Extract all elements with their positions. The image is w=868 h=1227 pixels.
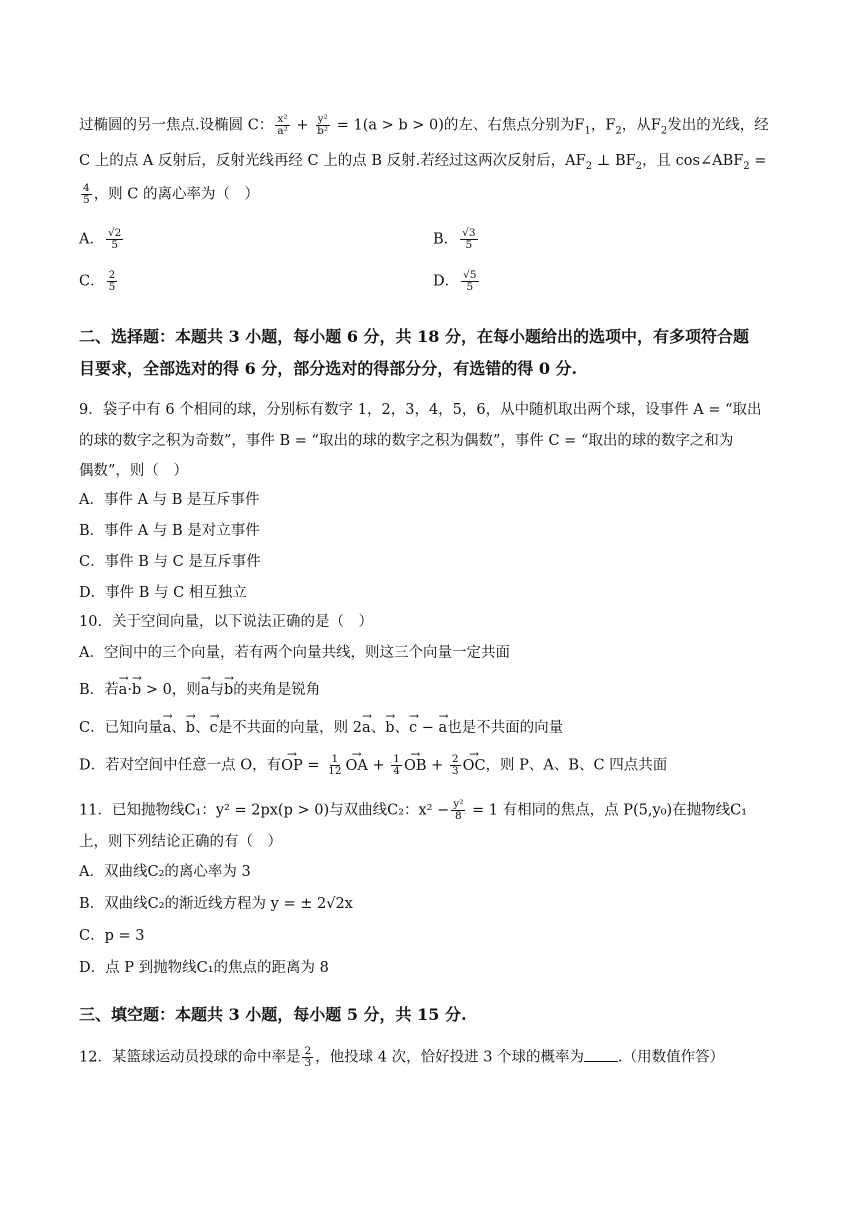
vector-b: → b xyxy=(385,718,394,738)
q10-stem: 10．关于空间向量，以下说法正确的是（ ） xyxy=(79,614,373,630)
frac-num: √2 xyxy=(107,227,122,239)
frac-1-12: $\frac{1}{12}$ xyxy=(328,753,342,777)
q11-line1 xyxy=(79,799,747,822)
vector-a: → a xyxy=(119,680,128,700)
frac-2-3: $\frac{2}{3}$ xyxy=(451,753,459,777)
q12-text: 12．某篮球运动员投球的命中率是 xyxy=(79,1049,301,1066)
q11-option-b: B．双曲线C₂的渐近线方程为 y = ± 2√2x xyxy=(79,896,353,912)
q10-text: 的夹角是锐角 xyxy=(233,682,321,698)
q8-text: 的左、右焦点分别为F xyxy=(443,117,585,134)
q10-text: 也是不共面的向量 xyxy=(447,720,564,736)
ellipse-frac-y: $\frac{\text{y²}}{\text{b²}}$ xyxy=(317,113,329,137)
section3-heading: 三、填空题：本题共 3 小题，每小题 5 分，共 15 分. xyxy=(79,1005,467,1024)
q8-text: ，且 cos∠ABF xyxy=(642,153,744,169)
section2-heading-line2: 目要求，全部选对的得 6 分，部分选对的得部分分，有选错的得 0 分. xyxy=(79,359,578,378)
frac-den: 5 xyxy=(111,239,119,251)
q8-text: ⊥ BF xyxy=(592,153,636,169)
vector-a: → a xyxy=(362,718,371,738)
vector-b: → b xyxy=(186,718,195,738)
option-frac xyxy=(107,270,118,293)
q11-text: 11．已知抛物线C₁：y² = 2px(p > 0)与双曲线C₂：x² − xyxy=(79,802,450,819)
vector-oc: → OC xyxy=(463,756,486,776)
frac-den: 5 xyxy=(466,281,474,293)
q11-line2: 上，则下列结论正确的有（ ） xyxy=(79,834,282,850)
option-frac xyxy=(460,228,477,251)
q8-option-a xyxy=(79,228,125,251)
q10-text: C．已知向量 xyxy=(79,720,163,736)
frac-num: √3 xyxy=(462,227,476,239)
q12-text: ，他投球 4 次，恰好投进 3 个球的概率为 xyxy=(315,1049,585,1066)
vector-a: → a xyxy=(201,680,210,700)
q10-text: 与 xyxy=(209,682,224,698)
vector-b: → b xyxy=(224,680,233,700)
option-label: C． xyxy=(79,273,105,290)
option-frac xyxy=(461,270,478,293)
q11-text: = 1 有相同的焦点，点 P(5,y₀)在抛物线C₁ xyxy=(467,802,748,819)
answer-blank[interactable] xyxy=(584,1049,618,1062)
hyperbola-frac: $\frac{\text{y²}}{8}$ xyxy=(453,798,464,822)
q9-option-d: D．事件 B 与 C 相互独立 xyxy=(79,585,247,601)
vector-ob: → OB xyxy=(404,756,427,776)
q8-text: C 上的点 A 反射后，反射光线再经 C 上的点 B 反射.若经过这两次反射后，AF xyxy=(79,153,586,169)
q10-option-a: A．空间中的三个向量，若有两个向量共线，则这三个向量一定共面 xyxy=(79,645,510,661)
hit-rate-frac: $\frac{2}{3}$ xyxy=(304,1045,312,1069)
q9-line2: 的球的数字之积为奇数”，事件 B = “取出的球的数字之积为偶数”，事件 C = “取出的球的数字之和为 xyxy=(79,433,734,449)
vector-b: → b xyxy=(132,680,141,700)
q8-text: = xyxy=(749,153,767,169)
vector-c: → c xyxy=(210,718,218,738)
section2-heading-line1: 二、选择题：本题共 3 小题，每小题 6 分，共 18 分，在每小题给出的选项中，有多项符合题 xyxy=(79,327,749,346)
vector-c: → c xyxy=(409,718,417,738)
q9-option-c: C．事件 B 与 C 是互斥事件 xyxy=(79,554,261,570)
q8-text: ，F xyxy=(590,117,616,134)
q9-line1: 9．袋子中有 6 个相同的球，分别标有数字 1，2，3，4，5，6，从中随机取出两个球，设事件 A = “取出 xyxy=(79,402,762,418)
frac-num: √5 xyxy=(463,269,477,281)
q8-option-b xyxy=(433,228,480,251)
vector-op: → OP xyxy=(281,756,303,776)
q10-text: D．若对空间中任意一点 O，有 xyxy=(79,757,282,774)
option-label: A． xyxy=(79,231,104,248)
vector-a: → a xyxy=(163,718,172,738)
q11-option-d: D．点 P 到抛物线C₁的焦点的距离为 8 xyxy=(79,960,329,976)
q10-option-c: C．已知向量→ a、→ b、→ c是不共面的向量，则 2→ a、→ b、→ c − → a也是不共面的向量 xyxy=(79,718,563,738)
q8-text: 过椭圆的另一焦点.设椭圆 C： xyxy=(79,117,274,134)
q9-option-b: B．事件 A 与 B 是对立事件 xyxy=(79,523,260,539)
q8-line1: 过椭圆的另一焦点.设椭圆 C： $\frac{\text{x²}}{\text{a²}}$ + $\frac{\text{y²}}{\text{b²}}$ = 1(a > b > 0)的左、右焦点分别为$F_1$，$F_2$，从$F_2$发出的光线，经 xyxy=(79,113,769,137)
q8-text: ，则 C 的离心率为（ ） xyxy=(93,186,259,203)
ellipse-frac-x: $\frac{\text{x²}}{\text{a²}}$ xyxy=(277,113,288,137)
frac-den: 5 xyxy=(108,281,116,293)
frac-1-4: $\frac{1}{4}$ xyxy=(393,753,400,777)
q9-line3: 偶数”，则（ ） xyxy=(79,463,188,479)
frac-num: 2 xyxy=(108,269,116,281)
q10-text: ，则 P、A、B、C 四点共面 xyxy=(485,757,668,774)
q8-text: 发出的光线，经 xyxy=(667,117,769,134)
vector-oa: → OA xyxy=(346,756,368,776)
q11-option-a: A．双曲线C₂的离心率为 3 xyxy=(79,864,251,880)
q10-option-b: B．若→ a·→ b > 0，则→ a与→ b的夹角是锐角 xyxy=(79,680,320,700)
q12-line xyxy=(79,1046,724,1069)
frac-den: 5 xyxy=(465,239,473,251)
q9-option-a: A．事件 A 与 B 是互斥事件 xyxy=(79,492,260,508)
cos-value-frac: $\frac{4}{5}$ xyxy=(83,182,90,206)
q12-text: .（用数值作答） xyxy=(618,1049,725,1066)
option-label: D． xyxy=(433,273,460,290)
q8-line3 xyxy=(79,183,259,206)
q10-text: B．若 xyxy=(79,682,119,698)
q10-option-d: D．若对空间中任意一点 O，有→ OP = $\frac{1}{12}$ → OA + $\frac{1}{4}$ → OB + $\frac{2}{3}$ → OC，则 P、A、B、C 四点共面 xyxy=(79,754,667,777)
q8-text: ，从F xyxy=(621,117,661,134)
option-frac xyxy=(106,228,123,251)
q8-option-c xyxy=(79,270,119,293)
q8-option-d xyxy=(433,270,481,293)
option-label: B． xyxy=(433,231,459,248)
q10-text: 是不共面的向量，则 2 xyxy=(217,720,363,736)
vector-a: → a xyxy=(438,718,447,738)
q10-text: > 0，则 xyxy=(141,682,201,698)
q8-line2: C 上的点 A 反射后，反射光线再经 C 上的点 B 反射.若经过这两次反射后，$AF_2$ ⊥ $BF_2$，且 $\cos\angle ABF_2$ = xyxy=(79,153,767,172)
q11-option-c: C．p = 3 xyxy=(79,928,145,944)
